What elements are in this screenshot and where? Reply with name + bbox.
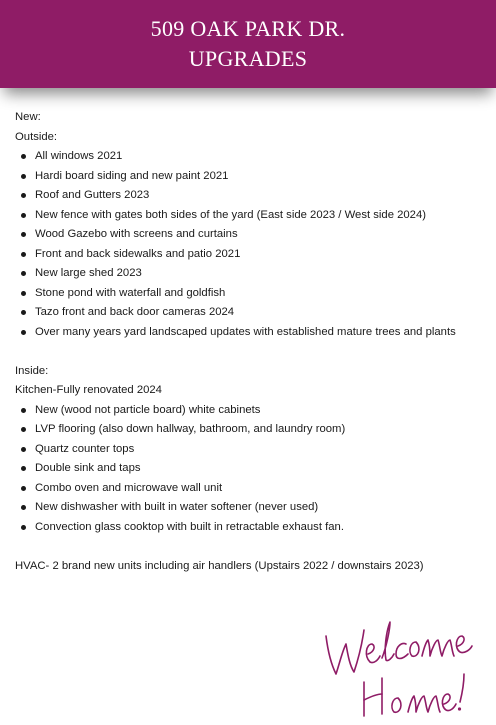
list-item xyxy=(15,206,485,226)
bullet-icon xyxy=(21,408,26,413)
bullet-icon xyxy=(21,310,26,315)
list-item-text: Front and back sidewalks and patio 2021 xyxy=(35,247,241,260)
list-item xyxy=(15,245,485,265)
list-item xyxy=(15,498,485,518)
kitchen-list xyxy=(15,401,485,538)
bullet-icon xyxy=(21,447,26,452)
list-item-text: Double sink and taps xyxy=(35,462,141,474)
page-title-line-1: 509 OAK PARK DR. xyxy=(150,16,346,41)
list-item xyxy=(15,147,485,167)
list-item-text: LVP flooring (also down hallway, bathroom, and laundry room) xyxy=(35,423,346,435)
list-item-text: Combo oven and microwave wall unit xyxy=(35,481,223,494)
kitchen-label: Kitchen-Fully renovated 2024 xyxy=(15,384,162,396)
bullet-icon xyxy=(21,291,26,296)
section-spacer xyxy=(15,537,485,557)
bullet-icon xyxy=(21,525,26,530)
bullet-icon xyxy=(21,466,26,471)
bullet-icon xyxy=(21,271,26,276)
list-item-text: All windows 2021 xyxy=(35,150,123,162)
list-item xyxy=(15,264,485,284)
list-item xyxy=(15,303,485,323)
list-item-text: Tazo front and back door cameras 2024 xyxy=(35,306,235,318)
list-item-text: New (wood not particle board) white cabinets xyxy=(35,403,261,416)
list-item xyxy=(15,440,485,460)
list-item-text: New fence with gates both sides of the yard (East side 2023 / West side 2024) xyxy=(35,208,427,221)
list-item-text: Wood Gazebo with screens and curtains xyxy=(35,228,238,240)
outside-label: Outside: xyxy=(15,130,58,143)
list-item xyxy=(15,186,485,206)
list-item-text: Convection glass cooktop with built in retractable exhaust fan. xyxy=(35,520,344,533)
inside-label: Inside: xyxy=(15,364,49,377)
list-item xyxy=(15,479,485,499)
outside-list xyxy=(15,147,485,342)
list-item-text: Stone pond with waterfall and goldfish xyxy=(35,286,226,299)
bullet-icon xyxy=(21,174,26,179)
header-banner xyxy=(0,0,496,88)
bullet-icon xyxy=(21,154,26,159)
bullet-icon xyxy=(21,330,26,335)
list-item-text: New dishwasher with built in water softener (never used) xyxy=(35,501,319,513)
list-item-text: Quartz counter tops xyxy=(35,442,135,455)
list-item-text: Roof and Gutters 2023 xyxy=(35,189,150,201)
page-title-line-2: UPGRADES xyxy=(188,46,308,71)
bullet-icon xyxy=(21,213,26,218)
section-spacer xyxy=(15,342,485,362)
list-item-text: Hardi board siding and new paint 2021 xyxy=(35,169,229,182)
bullet-icon xyxy=(21,505,26,510)
list-item-text: Over many years yard landscaped updates with established mature trees and plants xyxy=(35,325,456,338)
bullet-icon xyxy=(21,486,26,491)
list-item xyxy=(15,459,485,479)
new-label: New: xyxy=(15,111,41,123)
bullet-icon xyxy=(21,427,26,432)
list-item xyxy=(15,420,485,440)
list-item xyxy=(15,167,485,187)
list-item xyxy=(15,401,485,421)
bullet-icon xyxy=(21,232,26,237)
bullet-icon xyxy=(21,193,26,198)
list-item xyxy=(15,225,485,245)
bullet-icon xyxy=(21,252,26,257)
hvac-note: HVAC- 2 brand new units including air handlers (Upstairs 2022 / downstairs 2023) xyxy=(15,559,424,572)
list-item-text: New large shed 2023 xyxy=(35,267,142,279)
list-item xyxy=(15,518,485,538)
welcome-home-signature xyxy=(312,604,482,720)
list-item xyxy=(15,284,485,304)
content-body xyxy=(15,108,485,576)
list-item xyxy=(15,323,485,343)
